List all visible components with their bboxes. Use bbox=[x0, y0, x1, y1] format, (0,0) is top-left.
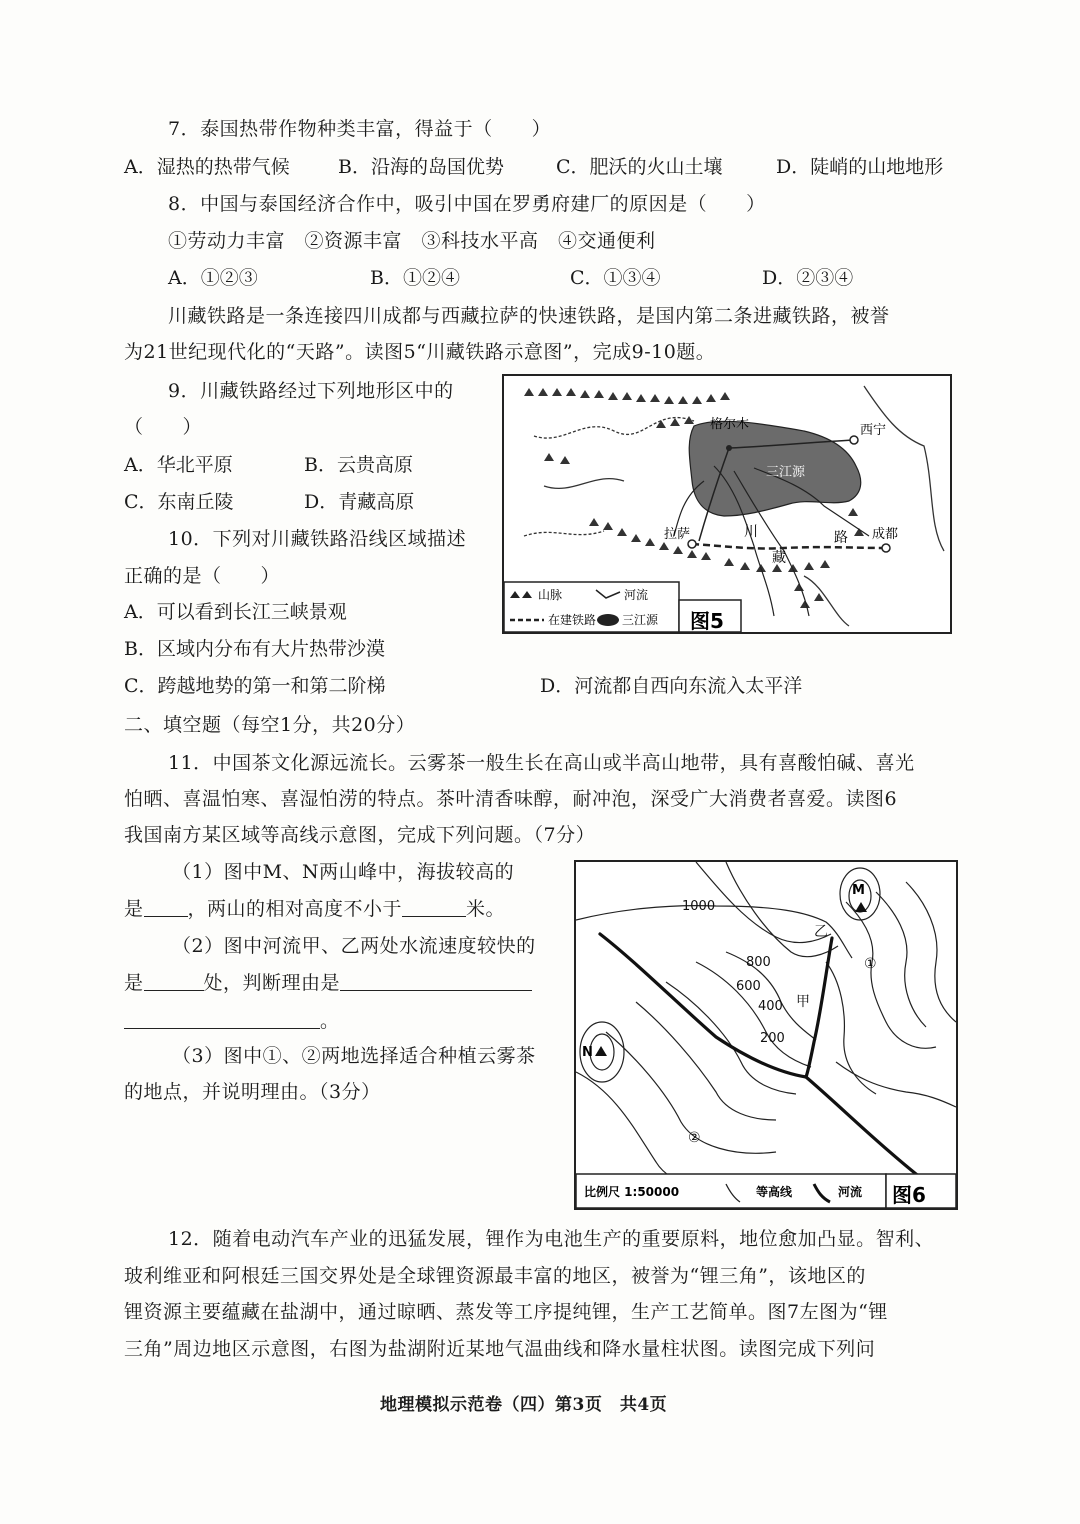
chengdu-city-marker bbox=[882, 544, 890, 552]
q11-part1-text-a: 是 bbox=[124, 898, 144, 920]
figure-5-caption: 图5 bbox=[690, 609, 724, 632]
label-m: M bbox=[852, 883, 865, 898]
figure-5-railway-map bbox=[502, 374, 952, 634]
q11-part2-text-b: 处，判断理由是 bbox=[203, 972, 341, 994]
figure-5-map-graphic bbox=[504, 376, 950, 632]
q10-stem-2: 正确的是（ ） bbox=[124, 565, 281, 587]
answer-blank-relative-height[interactable] bbox=[402, 900, 466, 917]
page-footer: 地理模拟示范卷（四）第3页 共4页 bbox=[380, 1395, 668, 1415]
q11-part1-text-c: 米。 bbox=[466, 898, 506, 920]
q9-bracket: （ ） bbox=[124, 416, 203, 438]
label-lhasa: 拉萨 bbox=[664, 527, 691, 542]
q10-option-a: A．可以看到长江三峡景观 bbox=[124, 601, 347, 623]
figure-5-legend bbox=[504, 582, 741, 632]
river-lines bbox=[600, 934, 954, 1204]
q8-option-b: B．①②④ bbox=[370, 267, 460, 289]
q12-line1: 12．随着电动汽车产业的迅猛发展，锂作为电池生产的重要原料，地位愈加凸显。智利、 bbox=[168, 1228, 935, 1250]
q9-option-c: C．东南丘陵 bbox=[124, 491, 234, 513]
q10-option-d: D．河流都自西向东流入太平洋 bbox=[540, 675, 803, 697]
q7-stem: 7．泰国热带作物种类丰富，得益于（ ） bbox=[168, 118, 552, 140]
q8-items: ①劳动力丰富 ②资源丰富 ③科技水平高 ④交通便利 bbox=[168, 230, 656, 252]
q8-option-c: C．①③④ bbox=[570, 267, 661, 289]
label-sanjiangyuan: 三江源 bbox=[766, 465, 806, 480]
q11-line2: 怕晒、喜温怕寒、喜湿怕涝的特点。茶叶清香味醇，耐冲泡，深受广大消费者喜爱。读图6 bbox=[124, 788, 898, 810]
q9-stem: 9．川藏铁路经过下列地形区中的 bbox=[168, 380, 454, 402]
peak-m bbox=[852, 883, 867, 912]
q12-line4: 三角”周边地区示意图，右图为盐湖附近某地气温曲线和降水量柱状图。读图完成下列问 bbox=[124, 1338, 876, 1360]
legend-mountain: 山脉 bbox=[538, 588, 563, 602]
section-2-title: 二、填空题（每空1分，共20分） bbox=[124, 714, 416, 736]
q11-part2-line2 bbox=[124, 974, 532, 993]
q10-option-c: C．跨越地势的第一和第二阶梯 bbox=[124, 675, 386, 697]
q11-line3: 我国南方某区域等高线示意图，完成下列问题。（7分） bbox=[124, 824, 596, 846]
q11-part3-line2: 的地点，并说明理由。（3分） bbox=[124, 1081, 381, 1103]
q10-option-b: B．区域内分布有大片热带沙漠 bbox=[124, 638, 385, 660]
legend-river: 河流 bbox=[838, 1185, 863, 1199]
q10-stem: 10．下列对川藏铁路沿线区域描述 bbox=[168, 528, 467, 550]
contour-label-200: 200 bbox=[760, 1031, 785, 1046]
figure-6-caption: 图6 bbox=[892, 1183, 926, 1207]
label-jia: 甲 bbox=[796, 994, 810, 1010]
legend-railway: 在建铁路 bbox=[548, 613, 597, 627]
answer-blank-reason-2[interactable] bbox=[124, 1012, 320, 1029]
q11-part1-line1: （1）图中M、N两山峰中，海拔较高的 bbox=[172, 861, 515, 883]
q8-stem: 8．中国与泰国经济合作中，吸引中国在罗勇府建厂的原因是（ ） bbox=[168, 193, 766, 215]
label-xining: 西宁 bbox=[860, 423, 887, 438]
legend-scale: 比例尺 1:50000 bbox=[584, 1185, 680, 1199]
q11-part2-line3 bbox=[124, 1012, 340, 1031]
q11-part2-line1: （2）图中河流甲、乙两处水流速度较快的 bbox=[172, 935, 536, 957]
q12-line2: 玻利维亚和阿根廷三国交界处是全球锂资源最丰富的地区，被誉为“锂三角”，该地区的 bbox=[124, 1265, 866, 1287]
q11-part1-line2 bbox=[124, 900, 505, 919]
q7-option-b: B．沿海的岛国优势 bbox=[338, 156, 504, 178]
figure-6-map-graphic bbox=[576, 862, 956, 1208]
label-yi: 乙 bbox=[814, 924, 828, 940]
q9-option-a: A．华北平原 bbox=[124, 454, 233, 476]
figure-6-contour-map bbox=[574, 860, 958, 1210]
legend-river: 河流 bbox=[624, 588, 649, 602]
contour-label-600: 600 bbox=[736, 979, 761, 994]
xining-city-marker bbox=[850, 436, 858, 444]
answer-blank-faster-location[interactable] bbox=[144, 974, 204, 991]
q11-part2-end: 。 bbox=[320, 1010, 340, 1032]
railway-line bbox=[692, 544, 886, 549]
q7-option-a: A．湿热的热带气候 bbox=[124, 156, 290, 178]
q12-line3: 锂资源主要蕴藏在盐湖中，通过晾晒、蒸发等工序提纯锂，生产工艺简单。图7左图为“锂 bbox=[124, 1301, 888, 1323]
q11-part2-text-a: 是 bbox=[124, 972, 144, 994]
answer-blank-higher-peak[interactable] bbox=[144, 900, 188, 917]
legend-contour: 等高线 bbox=[756, 1185, 793, 1199]
figure-6-legend bbox=[576, 1174, 956, 1208]
label-lu: 路 bbox=[834, 530, 848, 546]
peak-n bbox=[582, 1045, 607, 1060]
label-circle-two: ② bbox=[688, 1130, 701, 1146]
contour-lines bbox=[576, 862, 956, 1193]
q11-part1-text-b: ，两山的相对高度不小于 bbox=[187, 898, 403, 920]
label-n: N bbox=[582, 1045, 593, 1060]
q7-option-d: D．陡峭的山地地形 bbox=[776, 156, 944, 178]
q11-part3-line1: （3）图中①、②两地选择适合种植云雾茶 bbox=[172, 1045, 536, 1067]
answer-blank-reason-1[interactable] bbox=[340, 974, 532, 991]
legend-sanjiangyuan: 三江源 bbox=[622, 613, 659, 627]
label-circle-one: ① bbox=[864, 956, 877, 972]
contour-label-1000: 1000 bbox=[682, 899, 716, 914]
q8-option-a: A．①②③ bbox=[168, 267, 258, 289]
intro-9-10-line1: 川藏铁路是一条连接四川成都与西藏拉萨的快速铁路，是国内第二条进藏铁路，被誉 bbox=[168, 305, 890, 327]
q7-option-c: C．肥沃的火山土壤 bbox=[556, 156, 723, 178]
label-chengdu: 成都 bbox=[872, 527, 899, 542]
label-golmud: 格尔木 bbox=[710, 417, 750, 432]
label-chuan: 川 bbox=[744, 524, 758, 540]
q8-option-d: D．②③④ bbox=[762, 267, 854, 289]
contour-label-400: 400 bbox=[758, 999, 783, 1014]
contour-label-800: 800 bbox=[746, 955, 771, 970]
label-zang: 藏 bbox=[772, 550, 786, 566]
intro-9-10-line2: 为21世纪现代化的“天路”。读图5“川藏铁路示意图”，完成9-10题。 bbox=[124, 341, 716, 363]
q9-option-d: D．青藏高原 bbox=[304, 491, 415, 513]
golmud-city-marker bbox=[726, 445, 732, 451]
q11-line1: 11．中国茶文化源远流长。云雾茶一般生长在高山或半高山地带，具有喜酸怕碱、喜光 bbox=[168, 752, 915, 774]
q9-option-b: B．云贵高原 bbox=[304, 454, 413, 476]
